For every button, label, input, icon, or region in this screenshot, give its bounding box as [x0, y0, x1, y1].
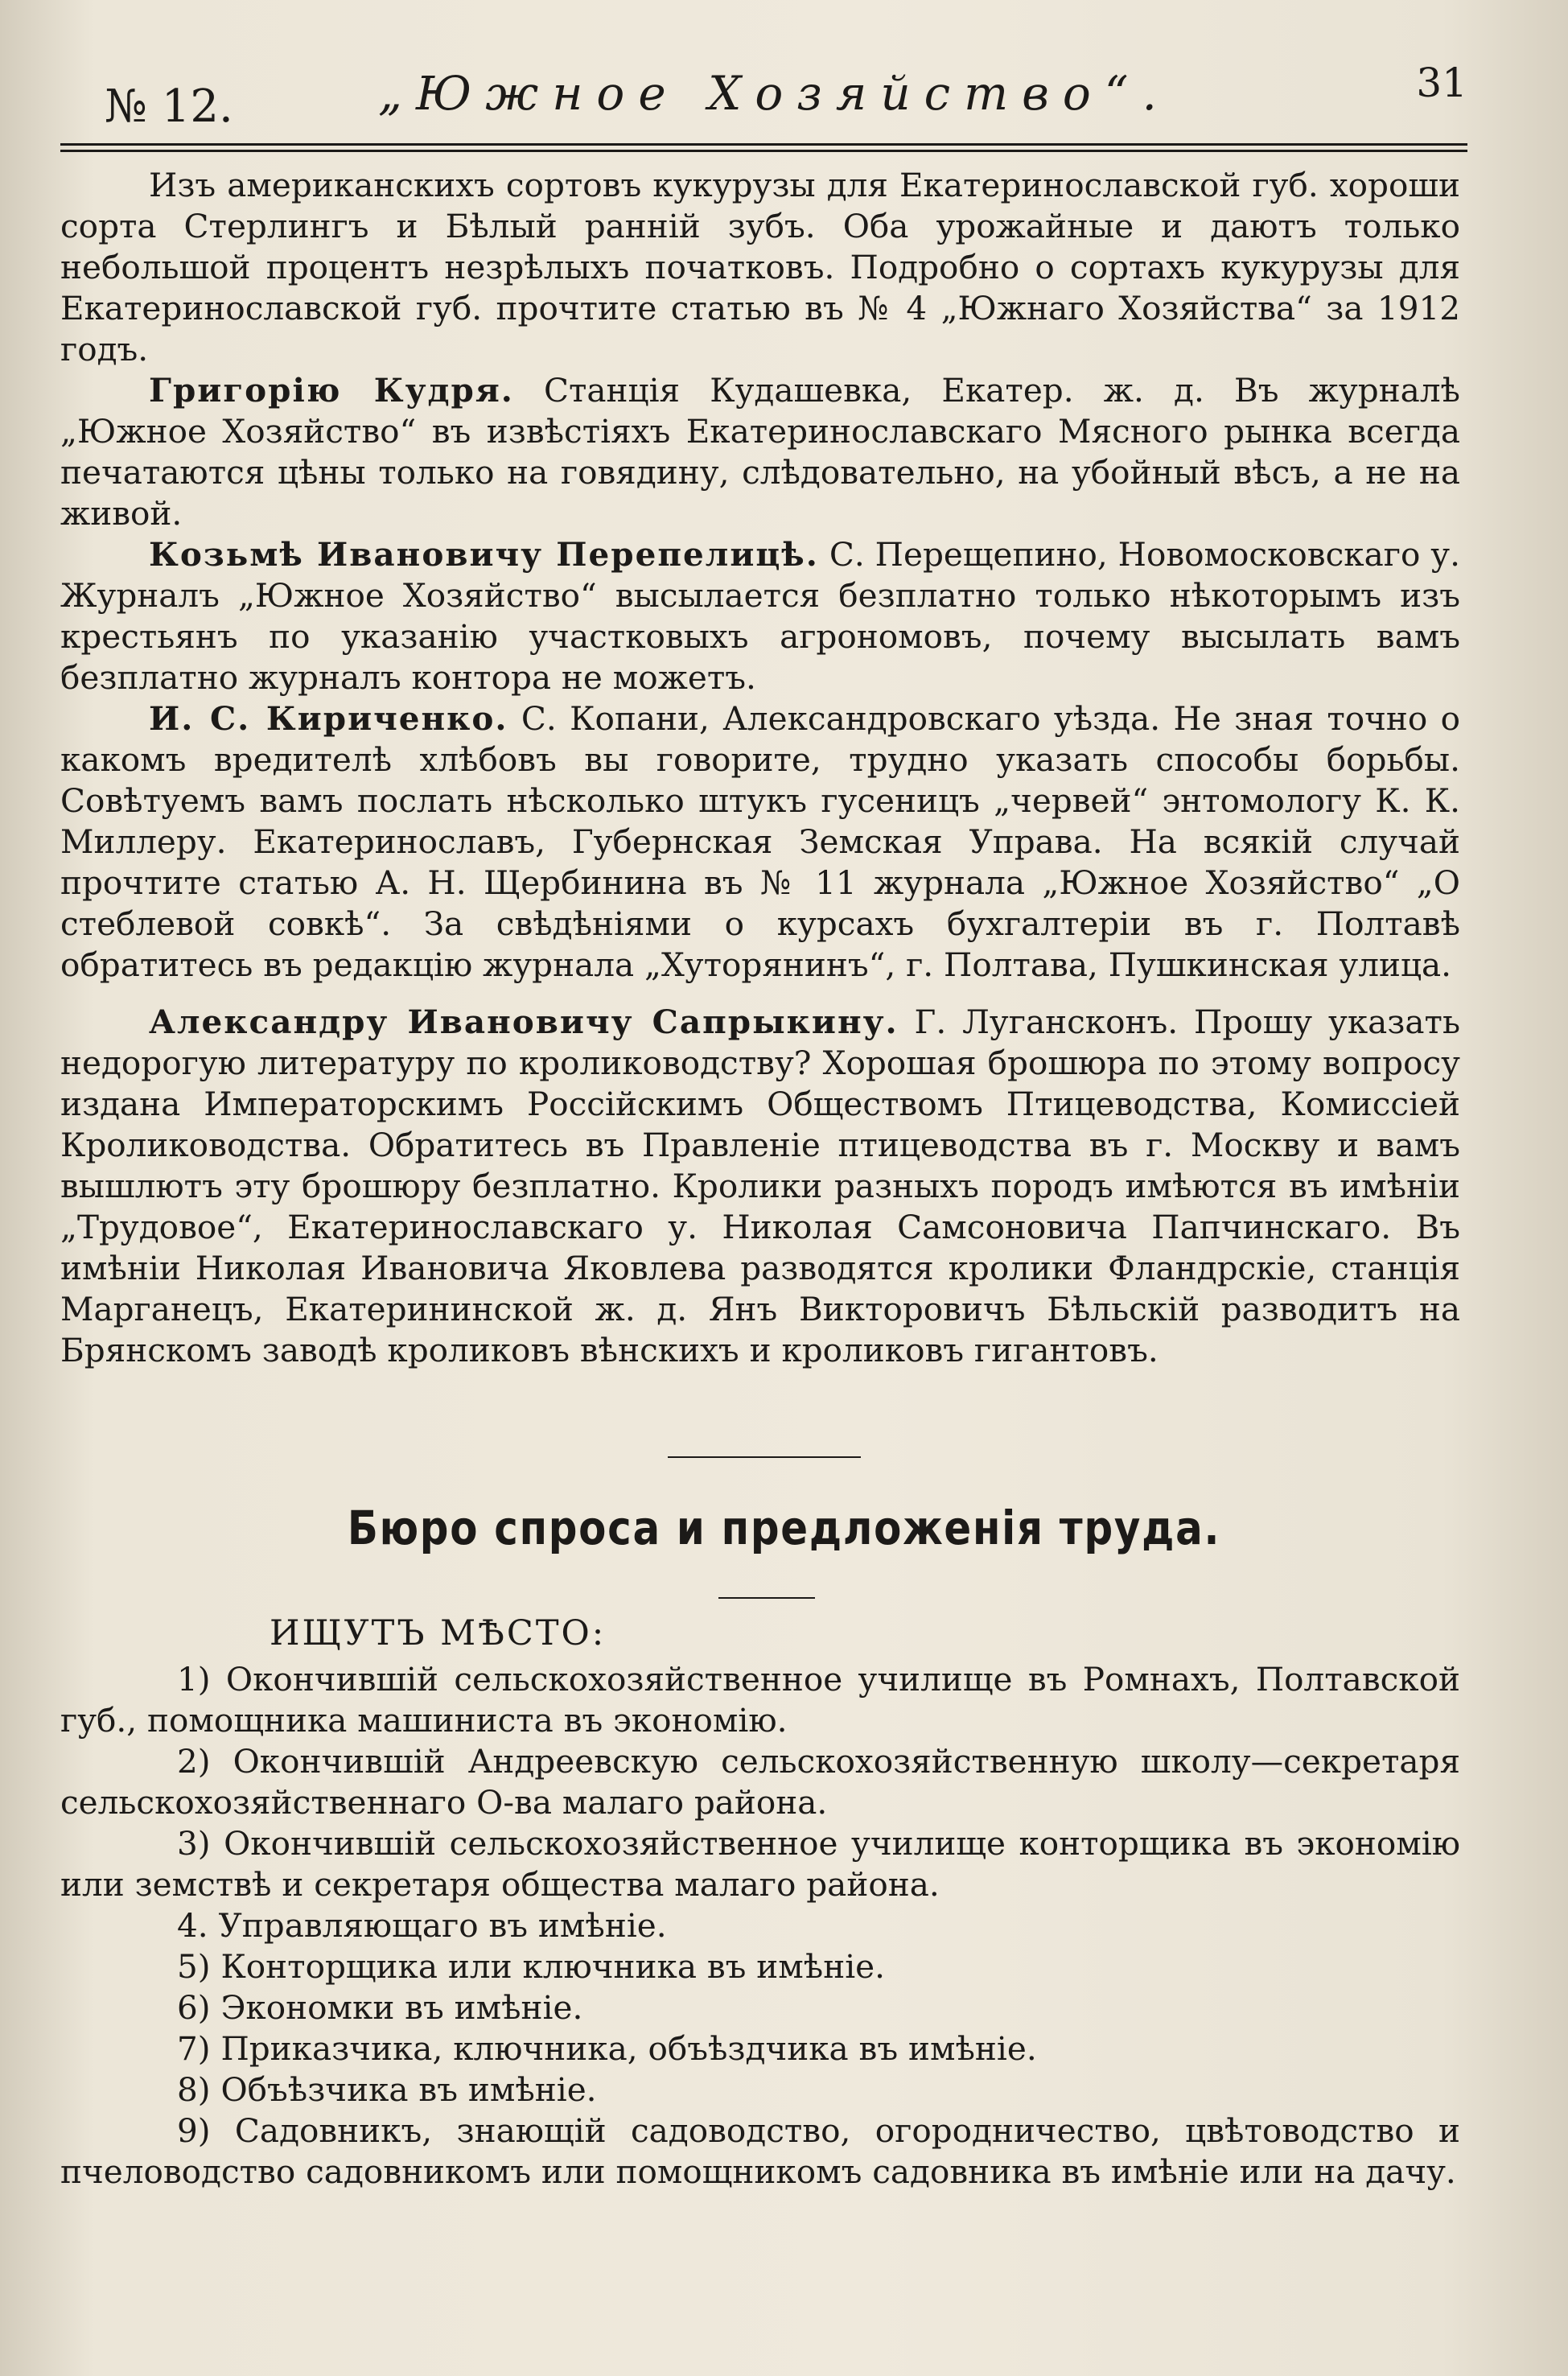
- job-seekers-list: [60, 1659, 1460, 2193]
- recipient-name: И. С. Кириченко.: [149, 699, 508, 738]
- answer-paragraph: [60, 165, 1460, 370]
- list-item: 5) Конторщика или ключника въ имѣніе.: [177, 1947, 885, 1986]
- list-item: 6) Экономки въ имѣніе.: [177, 1988, 583, 2027]
- answer-text: С. Перещепино, Новомосковскаго у. Журналъ „Южное Хозяйство“ высылается безплатно только нѣкоторымъ изъ крестьянъ по указанію участковыхъ агрономовъ, почему высылать вамъ безплатно журналъ контора не можетъ.: [60, 535, 1461, 697]
- answer-paragraph: [60, 370, 1460, 534]
- answer-text: С. Копани, Александровскаго уѣзда. Не зная точно о какомъ вредителѣ хлѣбовъ вы говорите, трудно указать способы борьбы. Совѣтуемъ вамъ послать нѣсколько штукъ гусеницъ „червей“ энтомологу К. К. Миллеру. Екатеринославъ, Губернская Земская Управа. На всякій случай прочтите статью А. Н. Щербинина въ № 11 журнала „Южное Хозяйство“ „О стеблевой совкѣ“. За свѣдѣніями о курсахъ бухгалтеріи въ г. Полтавѣ обратитесь въ редакцію журнала „Хуторянинъ“, г. Полтава, Пушкинская улица.: [60, 699, 1461, 984]
- list-item: 2) Окончившій Андреевскую сельскохозяйственную школу—секретаря сельскохозяйственнаго О-ва малаго района.: [60, 1742, 1460, 1822]
- seeking-heading: ИЩУТЪ МѢСТО:: [270, 1613, 607, 1653]
- answer-paragraph: [60, 534, 1460, 698]
- list-item: 8) Объѣзчика въ имѣніе.: [177, 2070, 597, 2109]
- recipient-name: Козьмѣ Ивановичу Перепелицѣ.: [149, 535, 819, 574]
- title-divider: [718, 1597, 815, 1599]
- list-item: 1) Окончившій сельскохозяйственное училище въ Ромнахъ, Полтавской губ., помощника машиниста въ экономію.: [60, 1660, 1460, 1740]
- issue-number: № 12.: [105, 80, 233, 133]
- answer-paragraph: [60, 698, 1460, 986]
- list-item: 7) Приказчика, ключника, объѣздчика въ имѣніе.: [177, 2029, 1037, 2068]
- journal-title: „Южное Хозяйство“.: [378, 66, 1171, 121]
- answers-section: [60, 165, 1460, 1371]
- page-number: 31: [1416, 60, 1467, 106]
- header-rule-top: [60, 143, 1467, 146]
- list-item: 4. Управляющаго въ имѣніе.: [177, 1906, 667, 1945]
- answer-text: Станція Кудашевка, Екатер. ж. д. Въ журналѣ „Южное Хозяйство“ въ извѣстіяхъ Екатеринославскаго Мясного рынка всегда печатаются цѣны только на говядину, слѣдовательно, на убойный вѣсъ, а не на живой.: [60, 371, 1460, 533]
- answer-paragraph: [60, 1002, 1460, 1371]
- section-divider: [668, 1456, 861, 1458]
- list-item: 9) Садовникъ, знающій садоводство, огородничество, цвѣтоводство и пчеловодство садовникомъ или помощникомъ садовника въ имѣніе или на дачу.: [60, 2111, 1460, 2191]
- answer-text: Г. Лугансконъ. Прошу указать недорогую литературу по кролиководству? Хорошая брошюра по этому вопросу издана Императорскимъ Россійскимъ Обществомъ Птицеводства, Комиссіей Кролиководства. Обратитесь въ Правленіе птицеводства въ г. Москву и вамъ вышлютъ эту брошюру безплатно. Кролики разныхъ породъ имѣются въ имѣніи „Трудовое“, Екатеринославскаго у. Николая Самсоновича Папчинскаго. Въ имѣніи Николая Ивановича Яковлева разводятся кролики Фландрскіе, станція Марганецъ, Екатерининской ж. д. Янъ Викторовичъ Бѣльскій разводитъ на Брянскомъ заводѣ кроликовъ вѣнскихъ и кроликовъ гигантовъ.: [60, 1003, 1460, 1369]
- answer-text: Изъ американскихъ сортовъ кукурузы для Екатеринославской губ. хороши сорта Стерлингъ и Бѣлый ранній зубъ. Оба урожайные и даютъ только небольшой процентъ незрѣлыхъ початковъ. Подробно о сортахъ кукурузы для Екатеринославской губ. прочтите статью въ № 4 „Южнаго Хозяйства“ за 1912 годъ.: [60, 166, 1460, 369]
- recipient-name: Григорію Кудря.: [149, 371, 514, 410]
- page-header: [60, 56, 1471, 133]
- bureau-title: Бюро спроса и предложенія труда.: [347, 1501, 1221, 1555]
- header-rule-bottom: [60, 150, 1467, 152]
- list-item: 3) Окончившій сельскохозяйственное училище конторщика въ экономію или земствѣ и секретаря общества малаго района.: [60, 1824, 1460, 1904]
- recipient-name: Александру Ивановичу Сапрыкину.: [149, 1003, 899, 1041]
